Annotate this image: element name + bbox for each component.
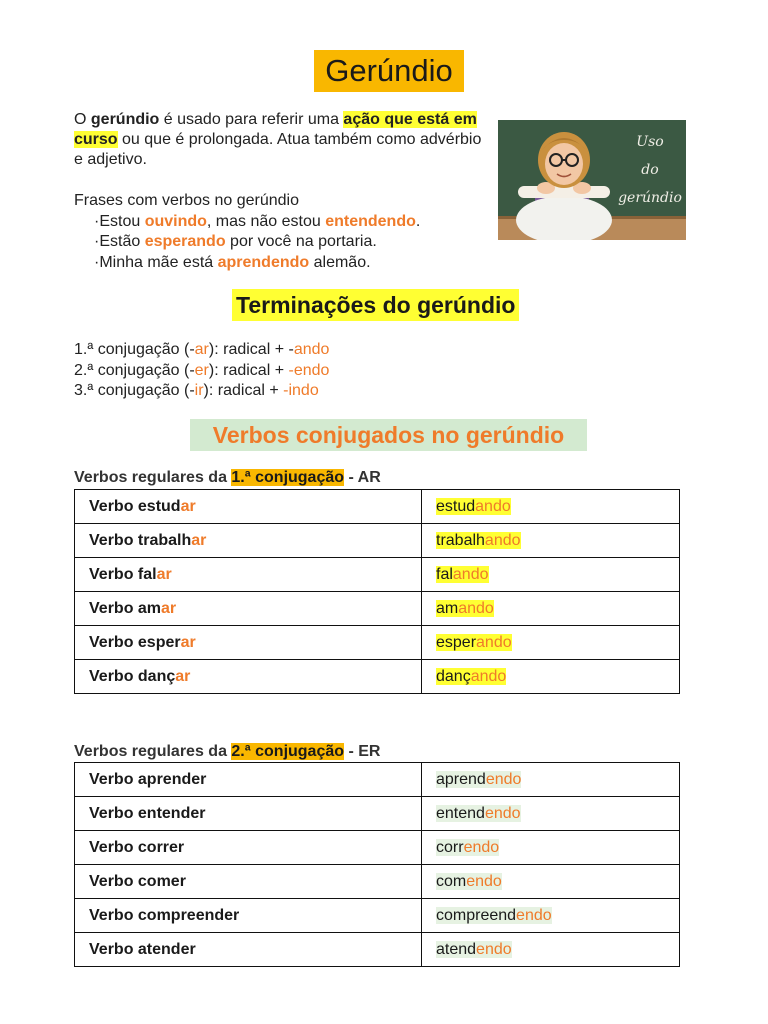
group-highlight: 2.ª conjugação <box>231 743 345 760</box>
gerund-word <box>436 668 506 685</box>
gerund-word: esperando <box>144 233 226 250</box>
verb-stem: Verbo aprender <box>89 770 207 788</box>
list-item: ·Minha mãe está aprendendo alemão. <box>94 253 371 271</box>
term-suffix: -indo <box>283 382 319 399</box>
group-text: Verbos regulares da <box>74 469 232 486</box>
gerund-cell <box>422 831 680 865</box>
term-suffix: -endo <box>288 361 330 379</box>
gerund-ending: endo <box>476 940 512 958</box>
verb-cell <box>75 831 422 865</box>
table-row <box>75 626 680 660</box>
table-row <box>75 592 680 626</box>
term-text: 3.ª conjugação (- <box>74 382 195 399</box>
gerund-word <box>436 600 494 617</box>
list-item <box>74 340 329 361</box>
group-highlight: 1.ª conjugação <box>231 469 345 486</box>
table-row <box>75 763 680 797</box>
gerund-word <box>436 566 489 583</box>
gerund-stem: trabalh <box>436 531 485 549</box>
gerund-ending: ando <box>452 565 489 583</box>
gerund-stem: esper <box>436 633 477 651</box>
gerund-cell <box>422 763 680 797</box>
gerund-cell <box>422 592 680 626</box>
terminacoes-heading: Terminações do gerúndio <box>232 289 519 321</box>
gerund-ending: endo <box>516 906 552 924</box>
verb-stem: Verbo am <box>89 599 162 617</box>
verb-cell <box>75 933 422 967</box>
table-row <box>75 865 680 899</box>
verb-stem: Verbo trabalh <box>89 531 192 549</box>
photo-caption-line2: do <box>641 162 659 178</box>
gerund-word: aprendendo <box>217 253 310 271</box>
sentence-text: , mas não estou <box>206 212 326 230</box>
verbs-heading: Verbos conjugados no gerúndio <box>190 419 587 451</box>
gerund-cell <box>422 626 680 660</box>
verb-cell <box>75 763 422 797</box>
verb-cell <box>75 626 422 660</box>
term-ending: ar <box>194 341 209 358</box>
group-text: Verbos regulares da <box>74 743 232 760</box>
gerund-word <box>436 839 499 856</box>
gerund-cell <box>422 490 680 524</box>
verb-ending: ar <box>161 599 177 617</box>
term-text: ): radical + - <box>208 341 294 358</box>
verb-ending: ar <box>180 497 196 515</box>
gerund-stem: danç <box>436 667 471 685</box>
example-sentences <box>74 191 534 273</box>
gerund-cell <box>422 524 680 558</box>
table-row <box>75 490 680 524</box>
verb-cell <box>75 899 422 933</box>
intro-term: gerúndio <box>90 111 160 128</box>
table-row <box>75 660 680 694</box>
verb-ending: ar <box>175 667 191 685</box>
photo-caption-line3: gerúndio <box>618 190 682 206</box>
verb-cell <box>75 797 422 831</box>
list-item: ·Estou ouvindo, mas não estou entendendo. <box>94 212 421 230</box>
intro-paragraph <box>74 110 494 170</box>
table-ar-verbs <box>74 489 680 694</box>
gerund-ending: ando <box>475 497 511 515</box>
sentence-text: Estão <box>99 233 145 250</box>
gerund-ending: endo <box>485 770 522 788</box>
gerund-stem: corr <box>436 838 464 856</box>
gerund-cell <box>422 933 680 967</box>
gerund-stem: am <box>436 599 459 617</box>
verb-cell <box>75 660 422 694</box>
list-item <box>74 361 329 382</box>
term-text: ): radical + <box>203 382 284 399</box>
group-text: - AR <box>344 469 381 486</box>
term-ending: ir <box>194 382 204 399</box>
intro-text-1: O <box>74 111 91 128</box>
table-row <box>75 899 680 933</box>
verb-stem: Verbo fal <box>89 565 157 583</box>
term-text: ): radical + <box>208 361 289 379</box>
gerund-stem: fal <box>436 565 453 583</box>
term-ending: er <box>194 361 209 379</box>
gerund-ending: ando <box>470 667 507 685</box>
table-row <box>75 933 680 967</box>
gerund-stem: com <box>436 872 467 890</box>
verb-stem: Verbo esper <box>89 633 181 651</box>
gerund-word <box>436 771 521 788</box>
sentence-text: . <box>415 212 421 230</box>
gerund-word <box>436 634 512 651</box>
gerund-cell <box>422 660 680 694</box>
gerund-cell <box>422 797 680 831</box>
table-row <box>75 558 680 592</box>
gerund-stem: atend <box>436 940 477 958</box>
gerund-word <box>436 873 502 890</box>
group1-heading <box>74 469 381 487</box>
intro-text-3: ou que é prolongada. Atua também como advérbio e adjetivo. <box>74 131 482 168</box>
gerund-stem: compreend <box>436 906 517 924</box>
gerund-ending: endo <box>484 804 521 822</box>
page-title: Gerúndio <box>314 50 464 92</box>
gerund-word <box>436 805 521 822</box>
verb-stem: Verbo atender <box>89 940 196 958</box>
verb-stem: Verbo compreender <box>89 906 240 924</box>
gerund-ending: ando <box>484 531 521 549</box>
gerund-ending: endo <box>463 838 500 856</box>
sentence-text: alemão. <box>309 253 371 271</box>
gerund-word <box>436 532 521 549</box>
gerund-cell <box>422 865 680 899</box>
verb-cell <box>75 865 422 899</box>
term-suffix: ando <box>293 341 330 358</box>
verb-cell <box>75 558 422 592</box>
table-row <box>75 831 680 865</box>
table-row <box>75 524 680 558</box>
verb-stem: Verbo correr <box>89 838 185 856</box>
verb-ending: ar <box>191 531 207 549</box>
table-er-verbs <box>74 762 680 967</box>
gerund-cell <box>422 558 680 592</box>
gerund-ending: ando <box>458 599 494 617</box>
term-text: 1.ª conjugação (- <box>74 341 195 358</box>
gerund-word <box>436 907 552 924</box>
group2-heading <box>74 743 380 761</box>
verb-stem: Verbo estud <box>89 497 181 515</box>
sentence-text: Estou <box>99 212 145 230</box>
gerund-word <box>436 498 511 515</box>
verb-stem: Verbo danç <box>89 667 176 685</box>
table-row <box>75 797 680 831</box>
verb-stem: Verbo comer <box>89 872 186 890</box>
intro-highlight: ação que está em curso <box>74 111 477 148</box>
terminacoes-list <box>74 340 329 402</box>
photo-caption <box>618 128 682 212</box>
gerund-stem: estud <box>436 497 476 515</box>
gerund-stem: entend <box>436 804 485 822</box>
verb-ending: ar <box>180 633 196 651</box>
verb-stem: Verbo entender <box>89 804 206 822</box>
frases-heading: Frases com verbos no gerúndio <box>74 192 299 209</box>
list-item: ·Estão esperando por você na portaria. <box>94 233 377 250</box>
verb-ending: ar <box>156 565 172 583</box>
group-text: - ER <box>344 743 381 760</box>
sentence-text: Minha mãe está <box>99 253 218 271</box>
verb-cell <box>75 524 422 558</box>
gerund-cell <box>422 899 680 933</box>
gerund-stem: aprend <box>436 770 486 788</box>
verb-cell <box>75 592 422 626</box>
term-text: 2.ª conjugação (- <box>74 361 195 379</box>
sentence-text: por você na portaria. <box>225 233 377 250</box>
gerund-word <box>436 941 512 958</box>
gerund-word: ouvindo <box>144 212 207 230</box>
photo-caption-line1: Uso <box>636 134 664 150</box>
gerund-ending: endo <box>466 872 502 890</box>
gerund-word: entendendo <box>325 212 416 230</box>
verb-cell <box>75 490 422 524</box>
intro-text-2: é usado para referir uma <box>159 111 344 128</box>
gerund-ending: ando <box>476 633 512 651</box>
list-item <box>74 381 329 402</box>
